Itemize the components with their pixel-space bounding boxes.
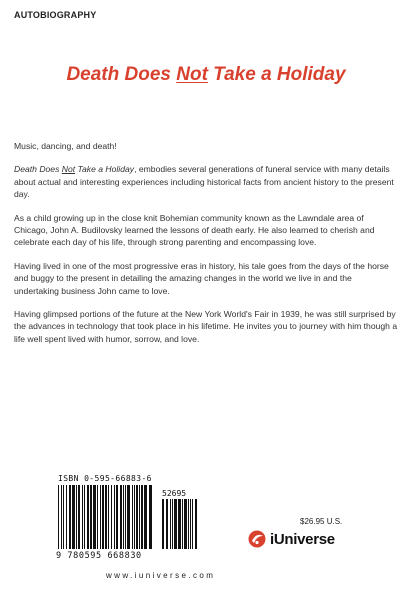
barcode-bar — [182, 499, 183, 549]
barcode-bar — [170, 499, 171, 549]
barcode-bar — [111, 485, 112, 549]
barcode-bar — [120, 485, 122, 549]
barcode-bar — [188, 499, 189, 549]
barcode-bar — [195, 499, 197, 549]
barcode-bar — [172, 499, 173, 549]
barcode-bar — [78, 485, 80, 549]
barcode-bar — [63, 485, 64, 549]
barcode-bar — [102, 485, 104, 549]
isbn-barcode-block — [50, 469, 203, 564]
barcode-bar — [84, 485, 85, 549]
barcode-bar — [90, 485, 92, 549]
ean-bars — [58, 485, 152, 549]
barcode-bar — [76, 485, 77, 549]
barcode-bar — [134, 485, 135, 549]
blurb-paragraph-1: Music, dancing, and death! — [14, 141, 117, 151]
blurb-paragraph-4: Having lived in one of the most progressive eras in history, his tale goes from the days of the horse and buggy to the present in detailing the amazing changes in the world we live in and the undertaking business John came to love. — [14, 260, 389, 296]
barcode-bar — [93, 485, 96, 549]
barcode-bar — [174, 499, 177, 549]
barcode-bar — [149, 485, 152, 549]
blurb-paragraph-5: Having glimpsed portions of the future at the New York World's Fair in 1939, he was still surprised by the advances in technology that took place in his lifetime. He invites you to journey with him though a life well spent lived with humor, sorrow, and love. — [14, 309, 398, 344]
barcode-bar — [100, 485, 101, 549]
isbn-number: ISBN 0-595-66883-6 — [58, 474, 152, 483]
barcode-bar — [178, 499, 181, 549]
barcode-bar — [166, 499, 168, 549]
barcode-bar — [58, 485, 59, 549]
book-title — [0, 64, 412, 86]
barcode-bar — [136, 485, 138, 549]
barcode-bar — [114, 485, 115, 549]
barcode-bar — [141, 485, 143, 549]
blurb-paragraph-3: As a child growing up in the close knit Bohemian community known as the Lawndale area of Chicago, John A. Budilovsky learned the lessons of death early. He also learned to cherish and celebrate each day of his life, through strong parenting and encompassing love. — [14, 212, 375, 248]
barcode-bar — [87, 485, 89, 549]
barcode-bar — [125, 485, 126, 549]
publisher-website: www.iuniverse.com — [106, 571, 216, 580]
barcode-bar — [162, 499, 164, 549]
category-label: AUTOBIOGRAPHY — [14, 10, 97, 20]
blurb-title-emphasis: Not — [61, 164, 76, 175]
price-addon-bars — [162, 499, 197, 549]
barcode-bar — [66, 485, 67, 549]
barcode-bar — [123, 485, 124, 549]
blurb-paragraph-2-text: , embodies several generations of funeral service with many details about actual and interesting experiences including historical facts from ancient history to the present day. — [14, 164, 394, 200]
barcode-bar — [105, 485, 107, 549]
title-emphasis: Not — [176, 64, 208, 85]
title-before: Death Does — [66, 64, 177, 85]
price-label: $26.95 U.S. — [300, 517, 343, 526]
blurb-paragraph-2 — [14, 163, 399, 200]
barcode-bar — [116, 485, 118, 549]
barcode-bar — [139, 485, 140, 549]
publisher-logo — [248, 530, 335, 548]
blurb-title-after: Take a Holiday — [75, 164, 135, 175]
barcode-bar — [132, 485, 133, 549]
ean-digits: 9 780595 668830 — [56, 551, 142, 561]
iuniverse-swoosh-icon — [248, 530, 266, 548]
barcode-bar — [192, 499, 193, 549]
barcode-bar — [61, 485, 62, 549]
barcode-bar — [72, 485, 75, 549]
title-after: Take a Holiday — [207, 64, 346, 85]
barcode-bar — [184, 499, 187, 549]
blurb-title-before: Death Does — [14, 164, 62, 175]
barcode-bar — [69, 485, 71, 549]
barcode-bar — [108, 485, 109, 549]
barcode-bar — [144, 485, 147, 549]
barcode-bar — [82, 485, 83, 549]
publisher-name: iUniverse — [270, 530, 335, 548]
barcode-bar — [127, 485, 130, 549]
blurb-book-title — [14, 164, 134, 174]
barcode-bar — [97, 485, 98, 549]
price-code-number: 52695 — [162, 489, 187, 498]
back-cover-blurb — [14, 140, 399, 356]
barcode-bar — [190, 499, 191, 549]
barcode-graphic — [50, 469, 203, 564]
